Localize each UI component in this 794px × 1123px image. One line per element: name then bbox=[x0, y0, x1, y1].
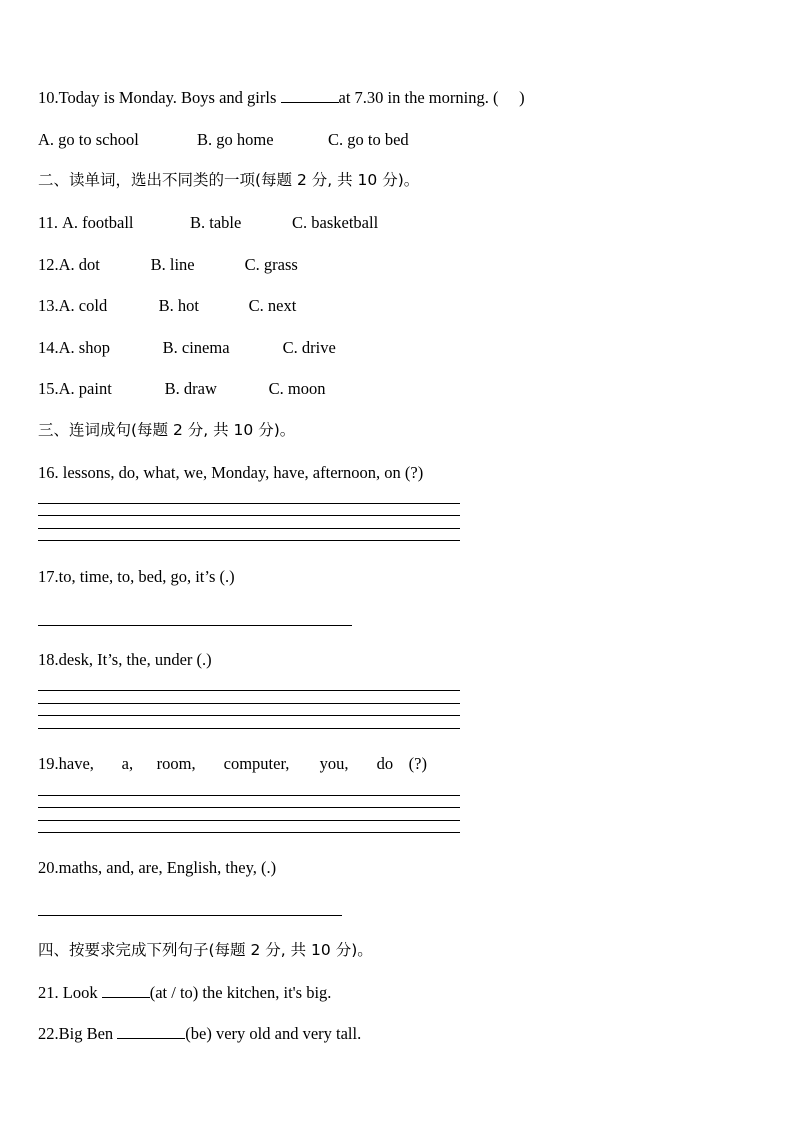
option-c: C. grass bbox=[244, 255, 298, 274]
writing-line[interactable] bbox=[38, 915, 342, 916]
question-14 bbox=[38, 338, 336, 358]
writing-line[interactable] bbox=[38, 807, 460, 808]
question-10-options bbox=[38, 130, 409, 150]
option-a: A. dot bbox=[58, 255, 100, 274]
question-19 bbox=[38, 754, 427, 774]
question-16: 16. lessons, do, what, we, Monday, have, afternoon, on (?) bbox=[38, 463, 424, 482]
option-a: A. go to school bbox=[38, 130, 139, 149]
writing-line[interactable] bbox=[38, 715, 460, 716]
question-text: 21. Look bbox=[38, 983, 102, 1002]
option-c: C. go to bed bbox=[328, 130, 409, 149]
word: computer, bbox=[223, 754, 290, 773]
writing-line[interactable] bbox=[38, 540, 460, 541]
writing-line[interactable] bbox=[38, 832, 460, 833]
question-22 bbox=[38, 1024, 361, 1044]
writing-line[interactable] bbox=[38, 728, 460, 729]
option-c: C. next bbox=[248, 296, 297, 315]
question-17: 17.to, time, to, bed, go, it’s (.) bbox=[38, 567, 235, 586]
option-c: C. drive bbox=[282, 338, 336, 357]
question-21 bbox=[38, 983, 331, 1003]
question-number: 13. bbox=[38, 296, 59, 315]
option-a: A. paint bbox=[58, 379, 112, 398]
option-c: C. basketball bbox=[292, 213, 379, 232]
question-number: 14. bbox=[38, 338, 59, 357]
option-a: A. football bbox=[62, 213, 134, 232]
word: (?) bbox=[408, 754, 427, 773]
word: do bbox=[376, 754, 394, 773]
question-text: at 7.30 in the morning. ( ) bbox=[338, 88, 525, 107]
writing-line[interactable] bbox=[38, 795, 460, 796]
question-12 bbox=[38, 255, 298, 275]
answer-blank[interactable] bbox=[281, 88, 339, 103]
writing-line[interactable] bbox=[38, 515, 460, 516]
question-number: 15. bbox=[38, 379, 59, 398]
writing-line[interactable] bbox=[38, 625, 352, 626]
question-text: Today is Monday. Boys and girls bbox=[58, 88, 281, 107]
word: have, bbox=[58, 754, 94, 773]
option-b: B. cinema bbox=[162, 338, 230, 357]
section-heading: 三、连词成句(每题 2 分, 共 10 分)。 bbox=[38, 421, 296, 439]
option-b: B. hot bbox=[158, 296, 199, 315]
option-b: B. line bbox=[150, 255, 195, 274]
question-text: (be) very old and very tall. bbox=[185, 1024, 362, 1043]
question-number: 11. bbox=[38, 213, 59, 232]
question-number: 19. bbox=[38, 754, 59, 773]
question-number: 10. bbox=[38, 88, 59, 107]
question-15 bbox=[38, 379, 325, 399]
section-heading: 二、读单词，选出不同类的一项(每题 2 分, 共 10 分)。 bbox=[38, 171, 420, 189]
option-b: B. go home bbox=[197, 130, 274, 149]
question-number: 12. bbox=[38, 255, 59, 274]
question-11 bbox=[38, 213, 378, 233]
question-text: (at / to) the kitchen, it's big. bbox=[149, 983, 332, 1002]
question-text: 22.Big Ben bbox=[38, 1024, 118, 1043]
answer-blank[interactable] bbox=[117, 1024, 185, 1039]
question-13 bbox=[38, 296, 296, 316]
word: room, bbox=[156, 754, 196, 773]
writing-line[interactable] bbox=[38, 690, 460, 691]
option-c: C. moon bbox=[268, 379, 326, 398]
option-b: B. table bbox=[190, 213, 242, 232]
option-b: B. draw bbox=[164, 379, 217, 398]
question-18: 18.desk, It’s, the, under (.) bbox=[38, 650, 212, 669]
writing-line[interactable] bbox=[38, 528, 460, 529]
option-a: A. shop bbox=[58, 338, 110, 357]
option-a: A. cold bbox=[58, 296, 108, 315]
writing-line[interactable] bbox=[38, 820, 460, 821]
writing-line[interactable] bbox=[38, 503, 460, 504]
word: a, bbox=[121, 754, 134, 773]
word: you, bbox=[319, 754, 349, 773]
answer-blank[interactable] bbox=[102, 983, 150, 998]
question-20: 20.maths, and, are, English, they, (.) bbox=[38, 858, 277, 877]
question-10 bbox=[38, 88, 525, 108]
section-heading: 四、按要求完成下列句子(每题 2 分, 共 10 分)。 bbox=[38, 941, 373, 959]
writing-line[interactable] bbox=[38, 703, 460, 704]
